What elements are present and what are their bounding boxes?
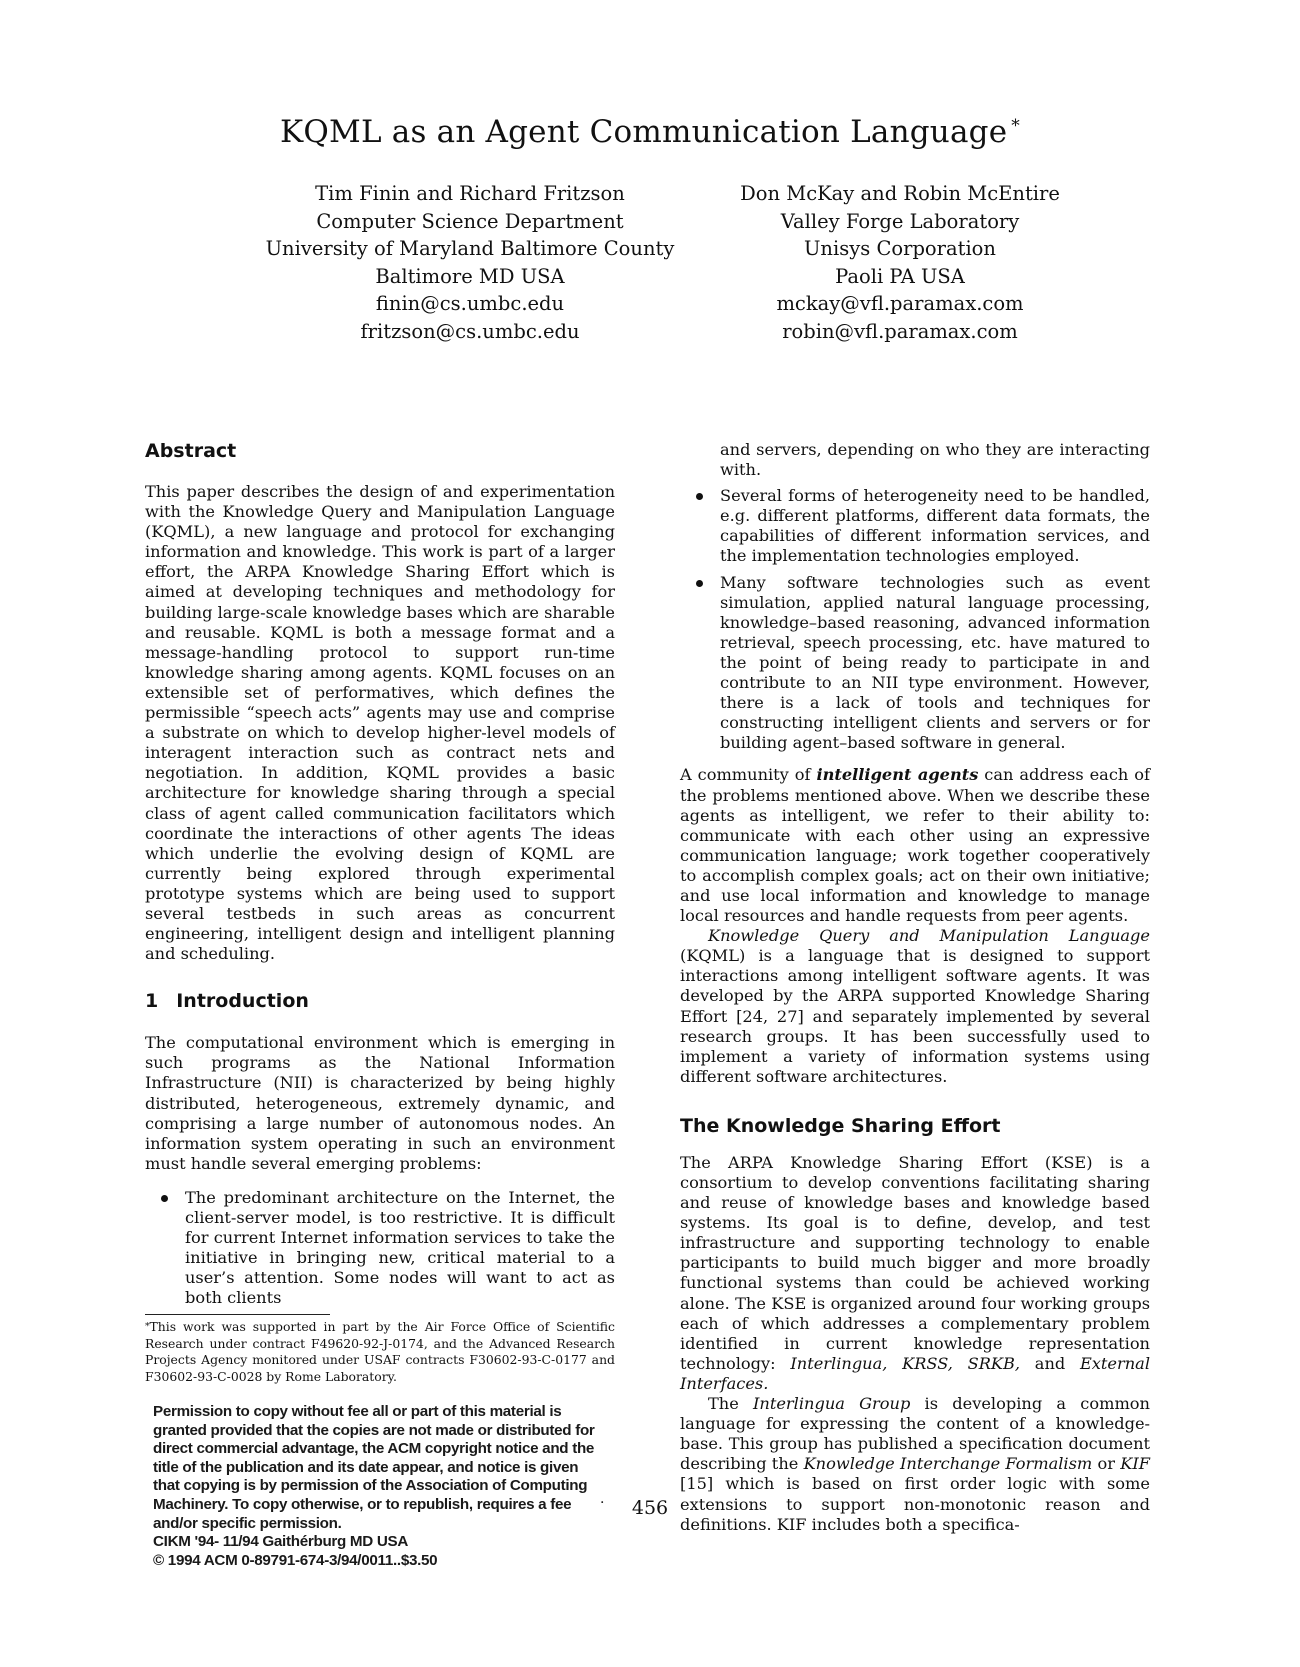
emphasis-text: Interlingua Group — [753, 1394, 911, 1414]
kse-paragraph — [680, 1153, 1150, 1394]
permission-line: Permission to copy without fee all or part of this material is — [153, 1403, 562, 1421]
text-run: The — [708, 1394, 754, 1414]
author-line: Unisys Corporation — [804, 237, 996, 260]
author-line: Paoli PA USA — [835, 264, 965, 288]
bullet-text: Many software technologies such as event simulation, applied natural language processing, knowledge–based reasoning, advanced information retrieval, speech processing, etc. have matured to the point of being ready to participate in and contribute to an NII type environment. However, there is a lack of tools and techniques for constructing intelligent clients and servers or for building agent–based software in general. — [720, 572, 1150, 753]
emphasis-text: External Interfaces. — [680, 1353, 1151, 1393]
section-number: 1 — [145, 990, 159, 1013]
copyright-line: © 1994 ACM 0-89791-674-3/94/0011..$3.50 — [153, 1551, 438, 1569]
intro-bullet-list — [145, 1188, 615, 1309]
footer-dot: · — [600, 1495, 605, 1511]
author-line: Tim Finin and Richard Fritzson — [315, 182, 625, 205]
left-column — [145, 440, 615, 1570]
text-run: The ARPA Knowledge Sharing Effort (KSE) is a consortium to develop conventions facilitating sharing and reuse of knowledge bases and knowledge based systems. Its goal is to define, develop, and test infrastructure and supporting technology to enable participants to build much bigger and more broadly functional systems than could be achieved working alone. The KSE is organized around four working groups each of which addresses a complementary problem identified in current knowledge representation technology: — [680, 1152, 1150, 1373]
permission-line: title of the publication and its date appear, and notice is given — [153, 1458, 579, 1476]
emphasis-text: Knowledge Interchange Formalism — [803, 1454, 1093, 1474]
author-email: mckay@vfl.paramax.com — [776, 292, 1024, 315]
list-item — [680, 573, 1150, 754]
emphasis-text: intelligent agents — [816, 765, 979, 785]
page-footer — [0, 1497, 1300, 1519]
footnote — [145, 1319, 615, 1385]
list-item — [145, 1188, 615, 1309]
abstract-heading: Abstract — [145, 440, 237, 462]
conference-line: CIKM '94- 11/94 Gaithérburg MD USA — [153, 1533, 409, 1551]
text-run: can address each of the problems mentioned above. When we describe these agents as intelligent, we refer to their ability to: communicate with each other using an expressive communication language; work together cooperatively to accomplish complex goals; act on their own initiative; and use local information and knowledge to manage local resources and handle requests from peer agents. — [680, 765, 1150, 926]
permission-line: direct commercial advantage, the ACM copyright notice and the — [153, 1440, 595, 1458]
permission-line: that copying is by permission of the Association of Computing — [153, 1477, 588, 1495]
right-column — [680, 440, 1150, 1535]
footnote-mark: * — [145, 1322, 150, 1333]
bullet-icon — [696, 580, 703, 587]
permission-notice — [145, 1403, 615, 1570]
permission-line: and/or specific permission. — [153, 1514, 342, 1532]
bullet-icon — [161, 1195, 168, 1202]
text-run: or — [1092, 1454, 1121, 1474]
intro-heading — [145, 990, 615, 1012]
section-title: Introduction — [176, 990, 309, 1013]
author-email: robin@vfl.paramax.com — [782, 319, 1018, 343]
author-line: Baltimore MD USA — [375, 264, 565, 288]
paper-title — [0, 114, 1300, 150]
title-footnote-mark: * — [1011, 116, 1020, 136]
bullet-text: The predominant architecture on the Internet, the client-server model, is too restrictive. It is difficult for current Internet information services to take the initiative in bringing new, critical material to a user’s attention. Some nodes will want to act as both clients — [185, 1187, 615, 1308]
permission-line: Machinery. To copy otherwise, or to republish, requires a fee — [153, 1496, 572, 1514]
text-run: (KQML) is a language that is designed to support interactions among intelligent software agents. It was developed by the ARPA supported Knowledge Sharing Effort [24, 27] and separately implemented by several research groups. It has been successfully used to implement a variety of information systems using different software architectures. — [680, 946, 1150, 1086]
agents-paragraph — [680, 765, 1150, 926]
text-run: and — [1020, 1353, 1080, 1373]
title-text: KQML as an Agent Communication Language — [280, 114, 1008, 150]
bullet-icon — [696, 493, 703, 500]
author-line: Don McKay and Robin McEntire — [740, 182, 1060, 205]
emphasis-text: Knowledge Query and Manipulation Language — [708, 926, 1150, 946]
list-item — [680, 486, 1150, 566]
emphasis-text: KIF — [1120, 1454, 1150, 1474]
emphasis-text: Interlingua, KRSS, SRKB, — [790, 1353, 1021, 1373]
permission-line: granted provided that the copies are not made or distributed for — [153, 1421, 595, 1439]
abstract-text: This paper describes the design of and experimentation with the Knowledge Query and Manipulation Language (KQML), a new language and protocol for exchanging information and knowledge. This work is part of a larger effort, the ARPA Knowledge Sharing Effort which is aimed at developing techniques and methodology for building large-scale knowledge bases which are sharable and reusable. KQML is both a message format and a message-handling protocol to support run-time knowledge sharing among agents. KQML focuses on an extensible set of performatives, which defines the permissible “speech acts” agents may use and comprise a substrate on which to develop higher-level models of interagent interaction such as contract nets and negotiation. In addition, KQML provides a basic architecture for knowledge sharing through a special class of agent called communication facilitators which coordinate the interactions of other agents The ideas which underlie the evolving design of KQML are currently being explored through experimental prototype systems which are being used to support several testbeds in such areas as concurrent engineering, intelligent design and intelligent planning and scheduling. — [145, 482, 616, 964]
text-run: A community of — [680, 765, 817, 785]
author-line: Computer Science Department — [316, 209, 624, 233]
author-email: fritzson@cs.umbc.edu — [360, 319, 580, 343]
footnote-divider — [145, 1314, 330, 1315]
kse-heading: The Knowledge Sharing Effort — [680, 1114, 1001, 1137]
author-block-right — [690, 180, 1110, 345]
text-run: is developing a common language for expressing the content of a knowledge-base. This group has published a specification document describing the — [680, 1394, 1150, 1474]
bullet-text: Several forms of heterogeneity need to be handled, e.g. different platforms, different data formats, the capabilities of different information services, and the implementation technologies employed. — [720, 486, 1150, 566]
footnote-text: This work was supported in part by the Air Force Office of Scientific Research under contract F49620-92-J-0174, and the Advanced Research Projects Agency monitored under USAF contracts F30602-93-C-0177 and F30602-93-C-0028 by Rome Laboratory. — [145, 1319, 615, 1384]
author-email: finin@cs.umbc.edu — [375, 292, 565, 315]
kqml-paragraph — [680, 926, 1150, 1087]
intro-text: The computational environment which is emerging in such programs as the National Information Infrastructure (NII) is characterized by being highly distributed, heterogeneous, extremely dynamic, and comprising a large number of autonomous nodes. An information system operating in such an environment must handle several emerging problems: — [145, 1033, 615, 1173]
author-block-left — [260, 180, 680, 345]
author-line: University of Maryland Baltimore County — [265, 237, 675, 260]
right-bullet-list — [680, 486, 1150, 753]
page-number: 456 — [631, 1497, 669, 1519]
bullet-continuation: and servers, depending on who they are interacting with. — [720, 440, 1150, 480]
author-line: Valley Forge Laboratory — [780, 209, 1020, 233]
text-run: [15] which is based on first order logic with some extensions to support non-monotonic reason and definitions. KIF includes both a specifica- — [680, 1474, 1150, 1534]
